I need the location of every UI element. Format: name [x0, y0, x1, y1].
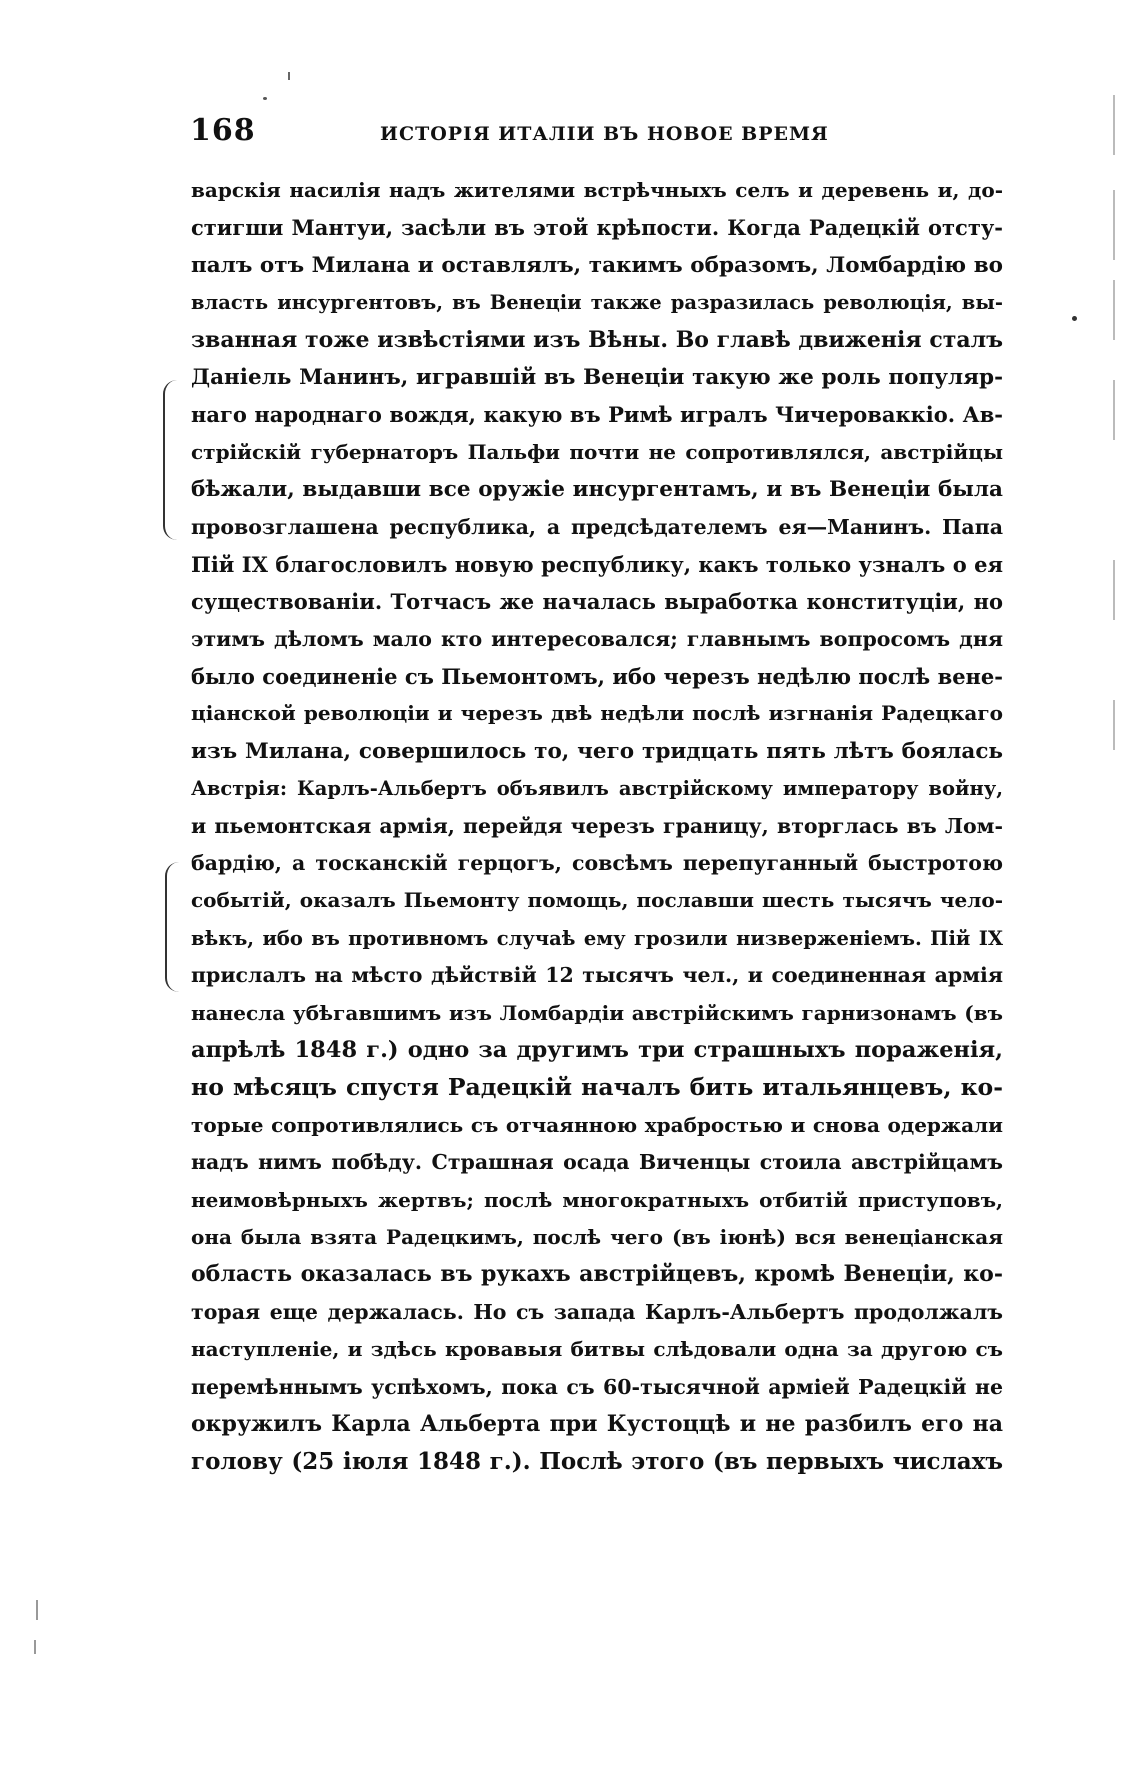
scan-edge-line — [1113, 380, 1115, 440]
text-line: власть инсургентовъ, въ Венеціи также разразилась революція, вы- — [191, 291, 1003, 315]
text-line: наступленіе, и здѣсь кровавыя битвы слѣдовали одна за другою съ — [191, 1337, 1003, 1362]
text-line: неимовѣрныхъ жертвъ; послѣ многократныхъ отбитій приступовъ, — [191, 1187, 1003, 1212]
text-line: палъ отъ Милана и оставлялъ, такимъ образомъ, Ломбардію во — [191, 252, 1003, 278]
text-line: надъ нимъ побѣду. Страшная осада Виченцы стоила австрійцамъ — [191, 1150, 1003, 1175]
text-line: окружилъ Карла Альберта при Кустоццѣ и не разбилъ его на — [191, 1410, 1003, 1437]
text-line: но мѣсяцъ спустя Радецкій началъ бить итальянцевъ, ко- — [191, 1073, 1003, 1102]
scan-speck — [1072, 316, 1077, 321]
text-line: ціанской революціи и черезъ двѣ недѣли послѣ изгнанія Радецкаго — [191, 701, 1003, 726]
text-line: голову (25 іюля 1848 г.). Послѣ этого (въ первыхъ числахъ — [191, 1448, 1003, 1476]
text-line: Даніель Манинъ, игравшій въ Венеціи такую же роль популяр- — [191, 364, 1003, 390]
margin-bracket-mark — [165, 862, 181, 992]
text-line: провозглашена республика, а предсѣдателемъ ея—Манинъ. Папа — [191, 514, 1003, 539]
text-line: званная тоже извѣстіями изъ Вѣны. Во главѣ движенія сталъ — [191, 326, 1003, 353]
text-line: и пьемонтская армія, перейдя черезъ границу, вторглась въ Лом- — [191, 813, 1003, 838]
text-line: бардію, а тосканскій герцогъ, совсѣмъ перепуганный быстротою — [191, 851, 1003, 876]
text-line: наго народнаго вождя, какую въ Римѣ игралъ Чичероваккіо. Ав- — [191, 402, 1003, 428]
text-line: апрѣлѣ 1848 г.) одно за другимъ три страшныхъ пораженія, — [191, 1036, 1003, 1063]
running-head: ИСТОРІЯ ИТАЛІИ ВЪ НОВОЕ ВРЕМЯ — [380, 123, 829, 145]
text-line: торая еще держалась. Но съ запада Карлъ-Альбертъ продолжалъ — [191, 1299, 1003, 1324]
scan-speck — [36, 1600, 38, 1620]
scan-edge-line — [1113, 95, 1115, 155]
text-line: область оказалась въ рукахъ австрійцевъ, кромѣ Венеціи, ко- — [191, 1261, 1003, 1288]
text-line: Пій IX благословилъ новую республику, какъ только узналъ о ея — [191, 551, 1003, 577]
text-line: торые сопротивлялись съ отчаянною храбростью и снова одержали — [191, 1112, 1003, 1137]
text-line: прислалъ на мѣсто дѣйствій 12 тысячъ чел., и соединенная армія — [191, 963, 1003, 988]
text-line: событій, оказалъ Пьемонту помощь, пославши шесть тысячъ чело- — [191, 888, 1003, 913]
body-text — [191, 172, 1003, 1481]
scan-speck — [34, 1640, 36, 1654]
text-line: этимъ дѣломъ мало кто интересовался; главнымъ вопросомъ дня — [191, 626, 1003, 651]
text-line: вѣкъ, ибо въ противномъ случаѣ ему грозили низверженіемъ. Пій IX — [191, 926, 1003, 950]
text-line: стигши Мантуи, засѣли въ этой крѣпости. Когда Радецкій отсту- — [191, 215, 1003, 241]
text-line: было соединеніе съ Пьемонтомъ, ибо черезъ недѣлю послѣ вене- — [191, 664, 1003, 690]
margin-bracket-mark — [163, 380, 179, 540]
text-line: изъ Милана, совершилось то, чего тридцать пять лѣтъ боялась — [191, 738, 1003, 764]
scan-edge-line — [1113, 280, 1115, 340]
text-line: бѣжали, выдавши все оружіе инсургентамъ, и въ Венеціи была — [191, 477, 1003, 503]
scan-edge-line — [1113, 700, 1115, 750]
scan-speck — [263, 97, 267, 100]
text-line: она была взята Радецкимъ, послѣ чего (въ іюнѣ) вся венеціанская — [191, 1224, 1003, 1249]
text-line: варскія насилія надъ жителями встрѣчныхъ селъ и деревень и, до- — [191, 178, 1003, 202]
scan-speck — [288, 72, 290, 80]
text-line: стрійскій губернаторъ Пальфи почти не сопротивлялся, австрійцы — [191, 439, 1003, 464]
page-number: 168 — [190, 113, 256, 148]
scan-edge-line — [1113, 190, 1115, 260]
text-line: существованіи. Тотчасъ же началась выработка конституціи, но — [191, 589, 1003, 615]
scan-edge-line — [1113, 560, 1115, 620]
text-line: Австрія: Карлъ-Альбертъ объявилъ австрійскому императору войну, — [191, 777, 1003, 801]
text-line: перемѣннымъ успѣхомъ, пока съ 60-тысячной арміей Радецкій не — [191, 1374, 1003, 1399]
text-line: нанесла убѣгавшимъ изъ Ломбардіи австрійскимъ гарнизонамъ (въ — [191, 1000, 1003, 1025]
